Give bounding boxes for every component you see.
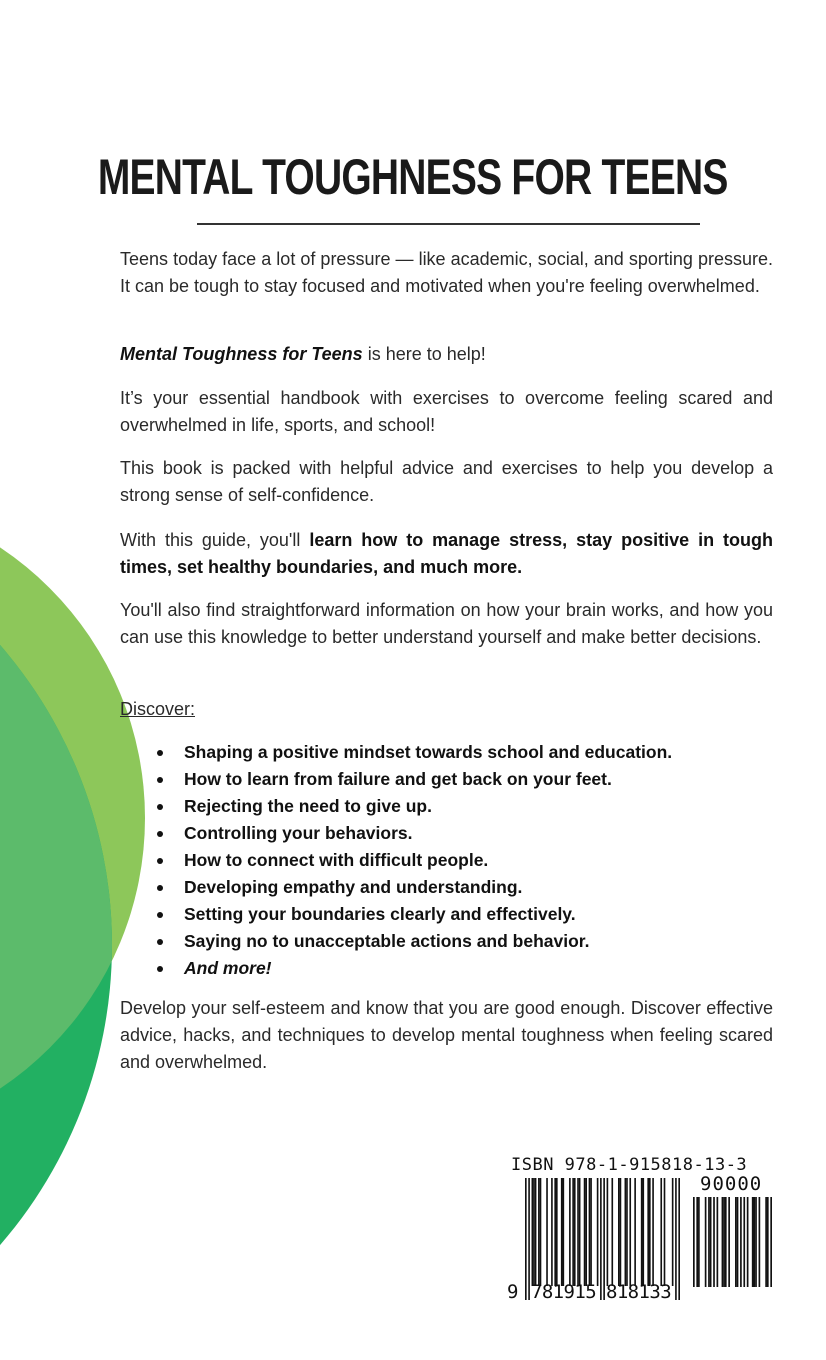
addon-bar [740,1197,742,1287]
addon-bar [759,1197,761,1287]
paragraph-brain: You'll also find straightforward information on how your brain works, and how you can use this knowledge to better understand yourself and make better decisions. [120,600,773,647]
addon-bar [735,1197,737,1287]
price-code: 90000 [700,1173,763,1195]
list-item: How to learn from failure and get back on your feet. [160,766,672,793]
barcode-bar [546,1178,548,1286]
barcode-bar [569,1178,571,1286]
barcode-bar [675,1178,677,1300]
barcode-bar [551,1178,553,1286]
barcode-bar [672,1178,674,1286]
barcode-bar [556,1178,558,1286]
addon-bar [765,1197,767,1287]
list-item: Developing empathy and understanding. [160,874,672,901]
barcode-bar [629,1178,631,1286]
addon-bar [754,1197,756,1287]
barcode-right-digits: 818133 [606,1281,672,1303]
barcode-bar [533,1178,535,1286]
barcode-bar [603,1178,605,1300]
barcode-bar [634,1178,636,1286]
barcode-bar [649,1178,651,1286]
addon-bar [737,1197,739,1287]
paragraph-help: Mental Toughness for Teens is here to help! [120,344,486,364]
barcode-bar [563,1178,565,1286]
addon-bar [728,1197,730,1287]
list-item: How to connect with difficult people. [160,847,672,874]
book-title: MENTAL TOUGHNESS FOR TEENS [98,149,728,205]
barcode-bar [641,1178,643,1286]
barcode-bar [590,1178,592,1286]
addon-bar [725,1197,727,1287]
paragraph-packed: This book is packed with helpful advice and exercises to help you develop a strong sense of self-confidence. [120,458,773,505]
addon-bar [722,1197,724,1287]
addon-bar [752,1197,754,1287]
barcode-bar [600,1178,602,1300]
list-item: Setting your boundaries clearly and effectively. [160,901,672,928]
barcode-bar [607,1178,609,1286]
addon-bar [713,1197,715,1287]
list-item: Rejecting the need to give up. [160,793,672,820]
barcode-bar [652,1178,654,1286]
addon-bar [747,1197,749,1287]
barcode-bar [535,1178,537,1286]
barcode-bar [618,1178,620,1286]
barcode-bar [611,1178,613,1286]
addon-bar [705,1197,707,1287]
barcode-bar [647,1178,649,1286]
addon-bar [698,1197,700,1287]
addon-bar [743,1197,745,1287]
barcode-bar [585,1178,587,1286]
addon-bar [723,1197,725,1287]
barcode-bar [561,1178,563,1286]
barcode-bar [620,1178,622,1286]
addon-bar [755,1197,757,1287]
addon-bar [717,1197,719,1287]
list-item: Saying no to unacceptable actions and behavior. [160,928,672,955]
barcode-bar [528,1178,530,1300]
barcode-bar [554,1178,556,1286]
barcode-bar [525,1178,527,1300]
barcode-bar [678,1178,680,1300]
barcode-bar [642,1178,644,1286]
discover-heading: Discover: [120,699,196,719]
barcode-bar [577,1178,579,1286]
barcode-bar [626,1178,628,1286]
barcode-bar [579,1178,581,1286]
barcode-bar [597,1178,599,1286]
addon-bar [767,1197,769,1287]
barcode-bar [664,1178,666,1286]
addon-bar [708,1197,710,1287]
isbn-label: ISBN 978-1-915818-13-3 [511,1155,748,1175]
barcode-left-digits: 781915 [531,1281,597,1303]
barcode-bar [532,1178,534,1286]
barcode-bar [572,1178,574,1286]
paragraph-closing: Develop your self-esteem and know that you are good enough. Discover effective advice, hacks, and techniques to develop mental toughness when feeling scared and overwhelmed. [120,998,773,1072]
addon-bar [693,1197,695,1287]
paragraph-guide: With this guide, you'll learn how to manage stress, stay positive in tough times, set healthy boundaries, and much more. [120,530,773,577]
barcode-bar [574,1178,576,1286]
barcode-bar [625,1178,627,1286]
barcode-bar [589,1178,591,1286]
addon-bar [710,1197,712,1287]
addon-bar [770,1197,772,1287]
barcode-bar [584,1178,586,1286]
list-item: Controlling your behaviors. [160,820,672,847]
barcode-bar [540,1178,542,1286]
barcode-bar [660,1178,662,1286]
paragraph-handbook: It’s your essential handbook with exercises to overcome feeling scared and overwhelmed in life, sports, and school! [120,388,773,435]
paragraph-intro: Teens today face a lot of pressure — like academic, social, and sporting pressure. It can be tough to stay focused and motivated when you're feeling overwhelmed. [120,249,773,296]
list-item: And more! [160,955,672,982]
barcode-first-digit: 9 [507,1281,519,1303]
list-item: Shaping a positive mindset towards school and education. [160,739,672,766]
addon-bar [696,1197,698,1287]
barcode-bar [538,1178,540,1286]
